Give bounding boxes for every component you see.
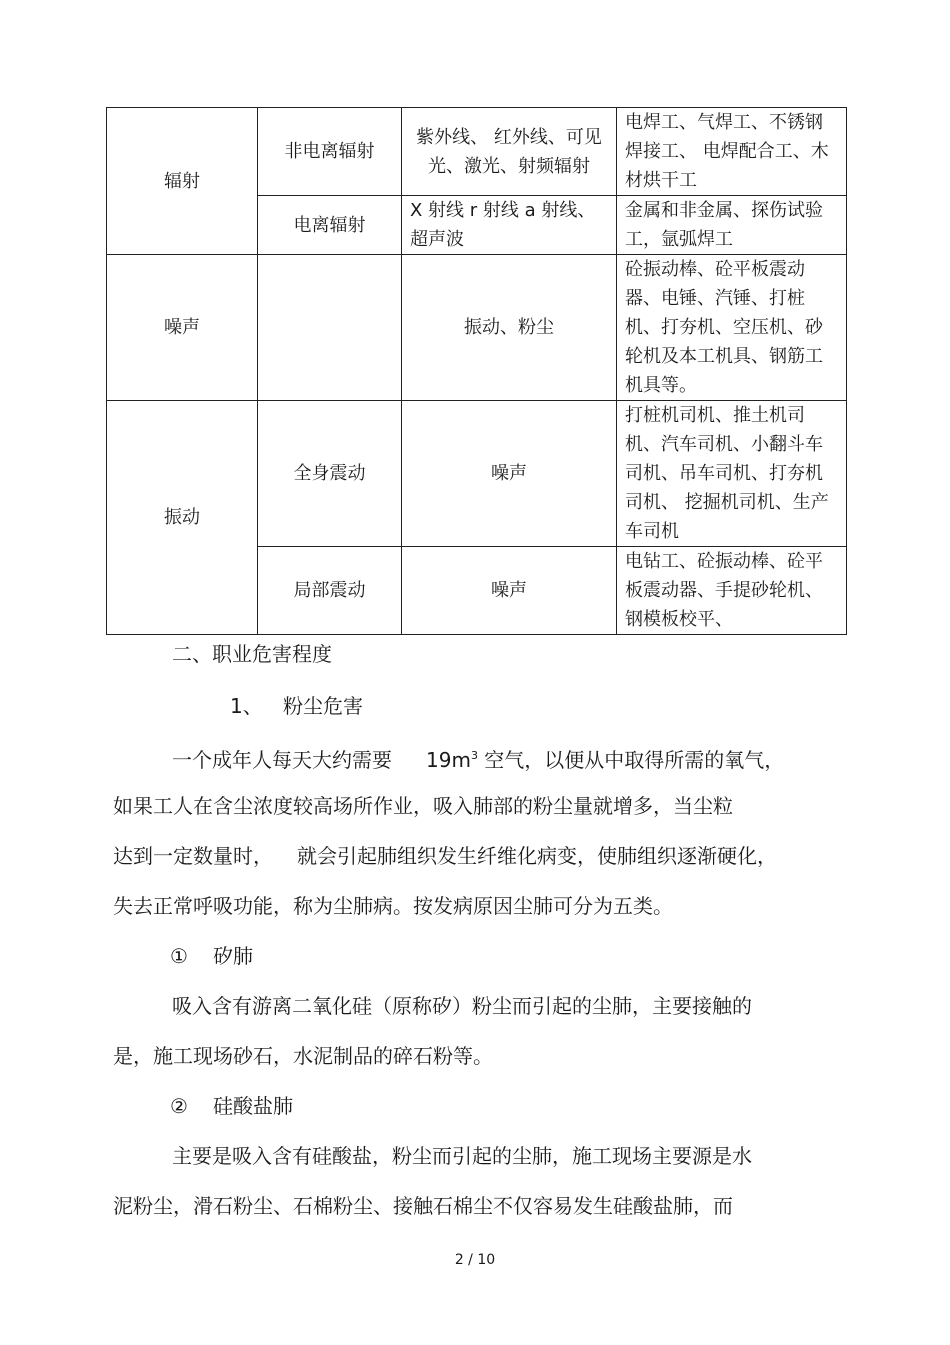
paragraph-line (172, 742, 784, 774)
paragraph-line: 吸入含有游离二氧化硅（原称矽）粉尘而引起的尘肺，主要接触的 (172, 994, 752, 1018)
paragraph-line: 是，施工现场砂石，水泥制品的碎石粉等。 (113, 1044, 493, 1068)
category-cell: 振动 (107, 401, 258, 635)
paragraph-line: 泥粉尘，滑石粉尘、石棉粉尘、接触石棉尘不仅容易发生硅酸盐肺，而 (113, 1194, 733, 1218)
factor-cell: 紫外线、 红外线、可见光、激光、射频辐射 (402, 108, 617, 196)
subcategory-cell: 电离辐射 (258, 196, 402, 255)
paragraph-line: 主要是吸入含有硅酸盐，粉尘而引起的尘肺，施工现场主要源是水 (172, 1144, 752, 1168)
paragraph-line (113, 842, 777, 870)
subcategory-cell: 全身震动 (258, 401, 402, 547)
paragraph-line: 如果工人在含尘浓度较高场所作业，吸入肺部的粉尘量就增多，当尘粒 (113, 794, 733, 818)
text-span: 空气，以便从中取得所需的氧气， (477, 748, 785, 772)
subheading: 矽肺 (213, 944, 253, 968)
superscript: 3 (470, 749, 478, 762)
jobs-cell: 电钻工、砼振动棒、砼平板震动器、手提砂轮机、钢模板校平、 (617, 547, 847, 635)
section-heading: 二、职业危害程度 (172, 642, 332, 666)
text-span: 就会引起肺组织发生纤维化病变，使肺组织逐渐硬化， (297, 844, 777, 868)
subcategory-cell: 局部震动 (258, 547, 402, 635)
factor-cell: 振动、粉尘 (402, 255, 617, 401)
table-row (107, 108, 847, 196)
text-span: 一个成年人每天大约需要 (172, 748, 392, 772)
subheading: 硅酸盐肺 (213, 1094, 293, 1118)
list-marker: ① (170, 944, 188, 968)
item-number: 1、 (230, 694, 263, 718)
factor-cell: 噪声 (402, 547, 617, 635)
list-marker: ② (170, 1094, 188, 1118)
paragraph-line: 失去正常呼吸功能，称为尘肺病。按发病原因尘肺可分为五类。 (113, 894, 673, 918)
factor-cell: X 射线 r 射线 a 射线、超声波 (402, 196, 617, 255)
category-cell: 辐射 (107, 108, 258, 255)
table-row (107, 255, 847, 401)
jobs-cell: 打桩机司机、推土机司机、汽车司机、小翻斗车司机、吊车司机、打夯机司机、 挖掘机司机、生产车司机 (617, 401, 847, 547)
factor-cell: 噪声 (402, 401, 617, 547)
jobs-cell: 砼振动棒、砼平板震动器、电锤、汽锤、打桩机、打夯机、空压机、砂轮机及本工机具、钢筋工机具等。 (617, 255, 847, 401)
jobs-cell: 电焊工、气焊工、不锈钢焊接工、 电焊配合工、木材烘干工 (617, 108, 847, 196)
subcategory-cell (258, 255, 402, 401)
table-row (107, 401, 847, 547)
hazard-table (106, 107, 847, 635)
item-title: 粉尘危害 (283, 694, 363, 718)
text-span: 达到一定数量时， (113, 844, 273, 868)
subcategory-cell: 非电离辐射 (258, 108, 402, 196)
jobs-cell: 金属和非金属、探伤试验工，氩弧焊工 (617, 196, 847, 255)
page-number: 2 / 10 (454, 1252, 496, 1268)
text-span: 19m (426, 748, 471, 772)
category-cell: 噪声 (107, 255, 258, 401)
